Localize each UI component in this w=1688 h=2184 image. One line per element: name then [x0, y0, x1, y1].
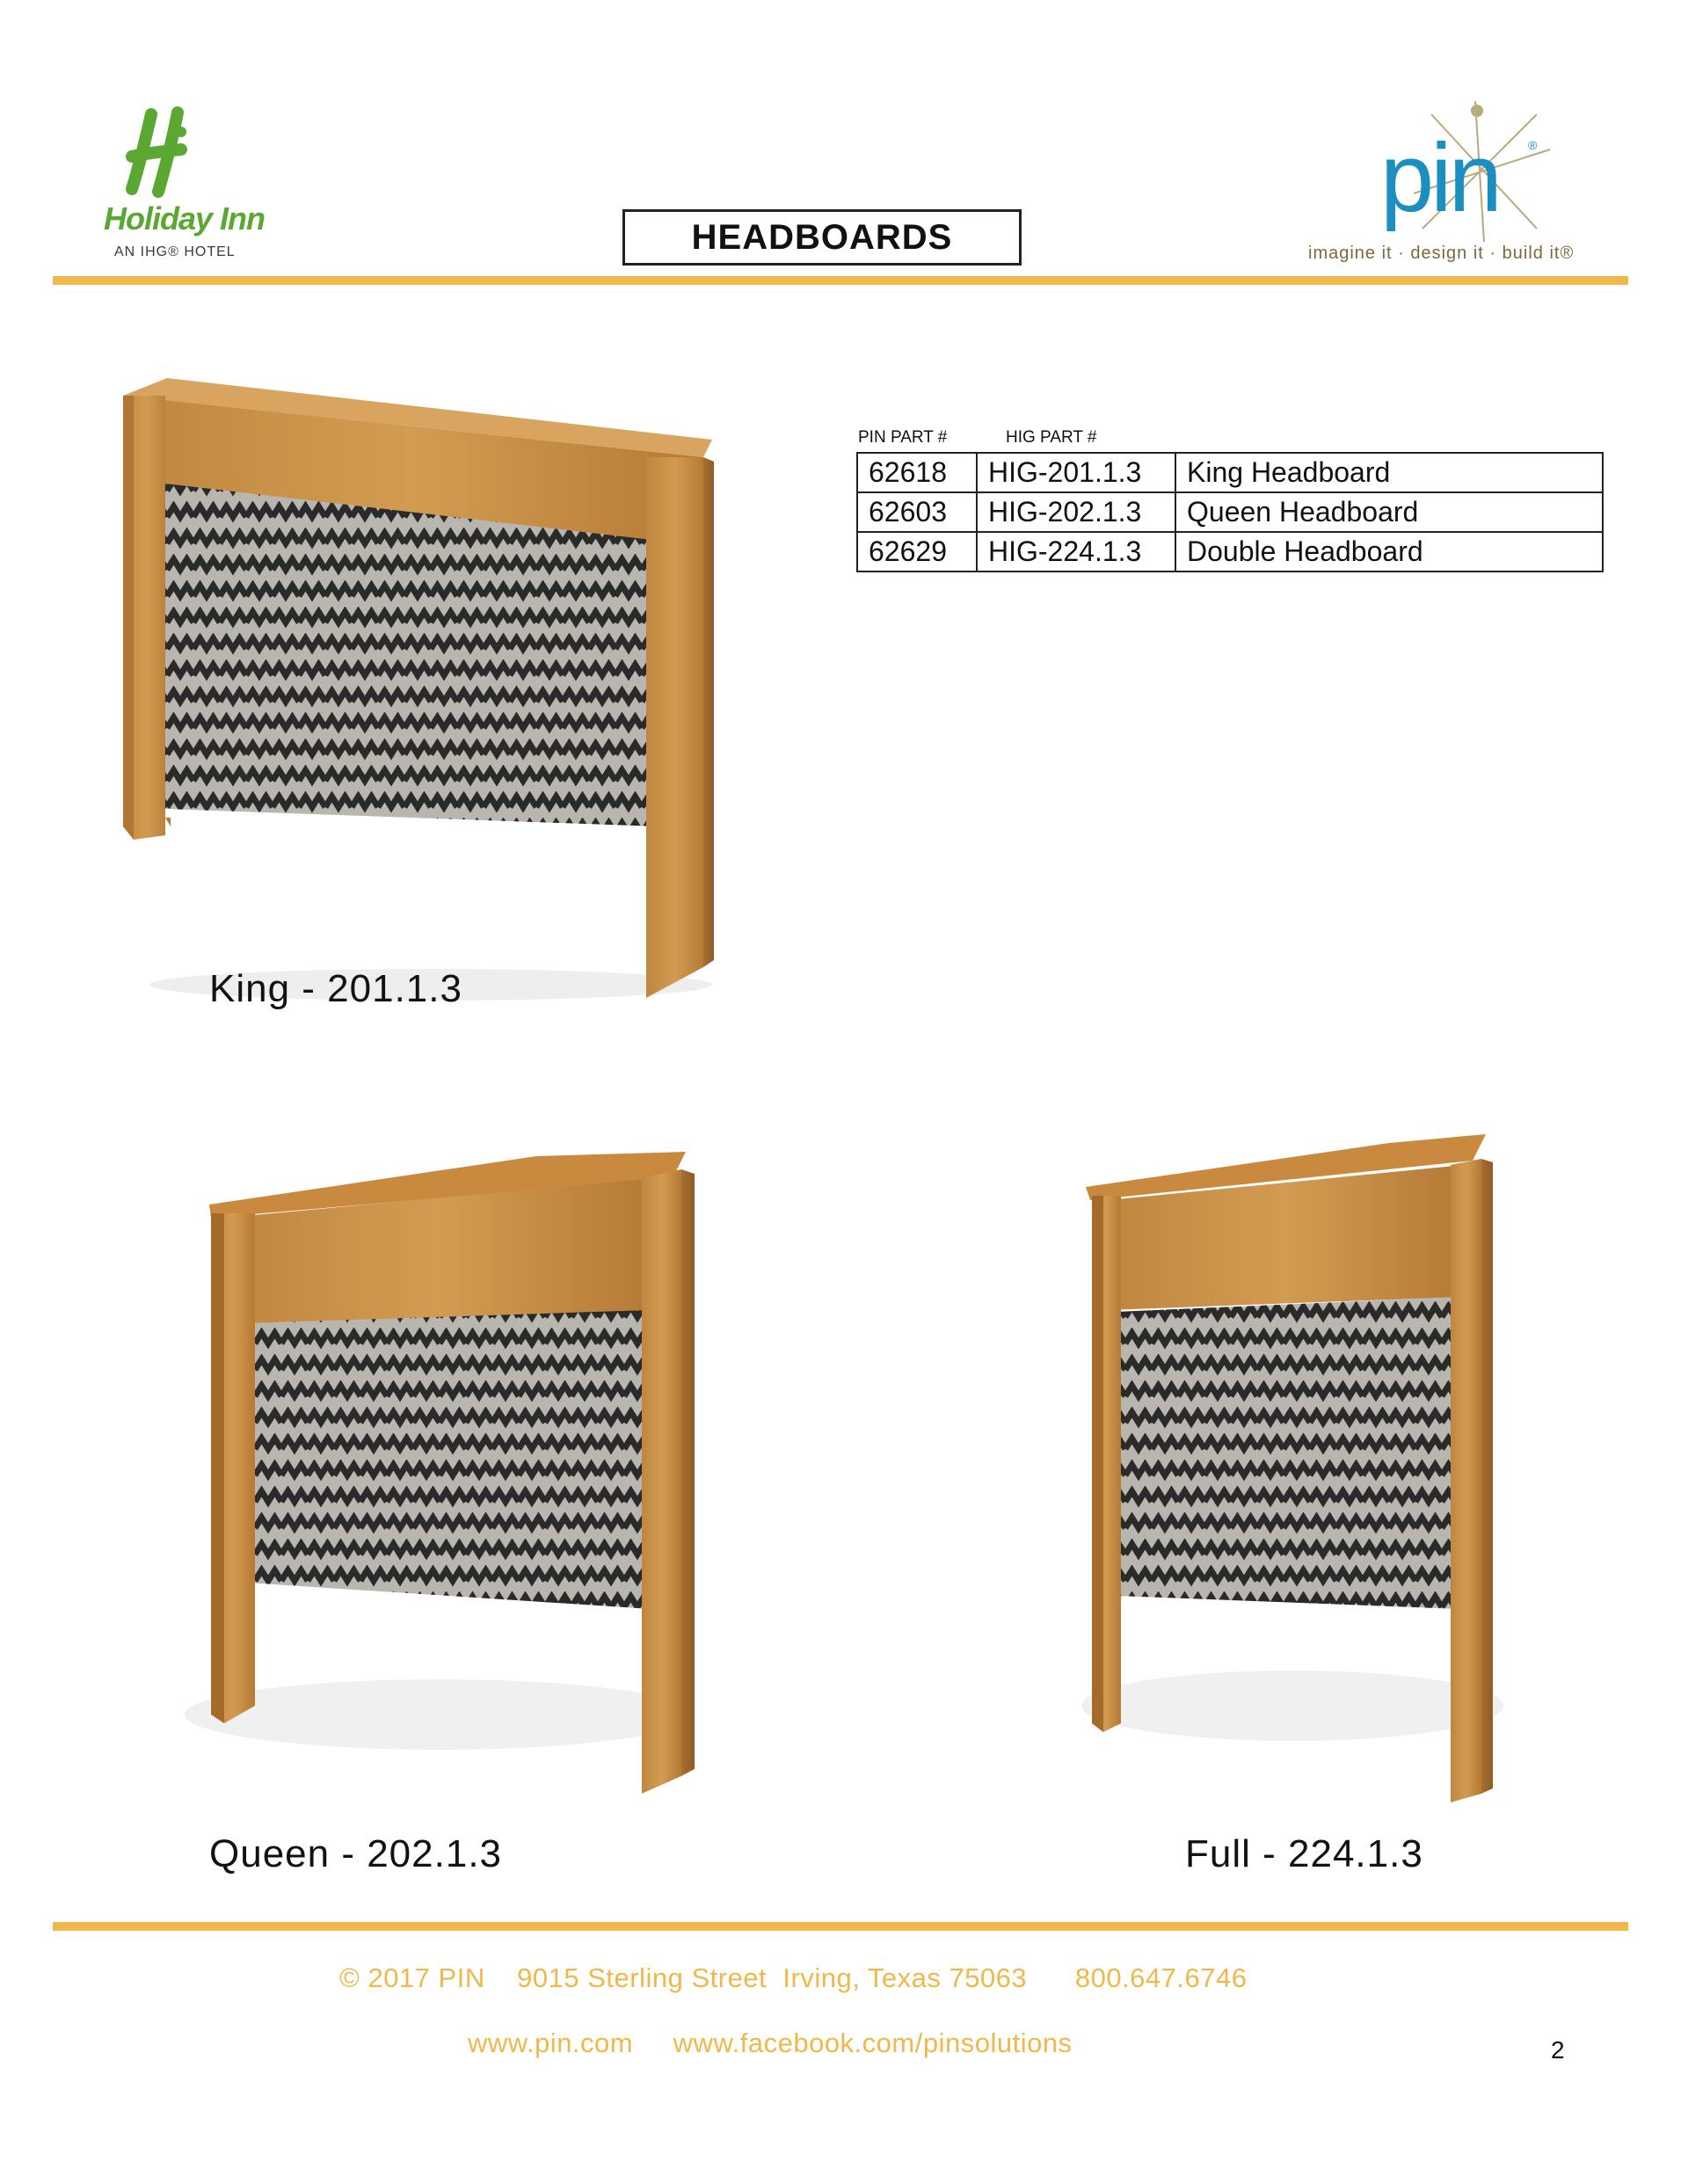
footer-address: © 2017 PIN 9015 Sterling Street Irving, Texas 75063 800.647.6746: [339, 1962, 1248, 1993]
page-number: 2: [1551, 2036, 1565, 2064]
holiday-inn-brand: Holiday Inn: [104, 200, 266, 237]
pin-part-header: PIN PART #: [858, 428, 948, 447]
description-cell: King Headboard: [1175, 453, 1603, 492]
king-caption: King - 201.1.3: [209, 967, 462, 1010]
full-caption: Full - 224.1.3: [1185, 1832, 1423, 1875]
hig-part-header: HIG PART #: [1006, 428, 1097, 447]
header-rule: [53, 276, 1628, 285]
table-row: [857, 532, 1603, 571]
holiday-inn-logo: [97, 106, 299, 264]
table-row: [857, 492, 1603, 532]
svg-text:pin: pin: [1380, 124, 1499, 232]
holiday-inn-subtitle: AN IHG® HOTEL: [114, 244, 236, 259]
parts-table: [856, 452, 1604, 572]
description-cell: Double Headboard: [1175, 532, 1603, 571]
pin-part-cell: 62618: [857, 453, 977, 492]
page-title: HEADBOARDS: [622, 209, 1022, 266]
king-headboard-image: [114, 369, 721, 1011]
footer-rule: [53, 1922, 1628, 1931]
table-row: [857, 453, 1603, 492]
pin-part-cell: 62629: [857, 532, 977, 571]
hig-part-cell: HIG-202.1.3: [977, 492, 1175, 532]
svg-text:®: ®: [1528, 138, 1538, 152]
hig-part-cell: HIG-201.1.3: [977, 453, 1175, 492]
hig-part-cell: HIG-224.1.3: [977, 532, 1175, 571]
pin-tagline: imagine it · design it · build it®: [1308, 244, 1575, 263]
full-headboard-image: [1073, 1117, 1512, 1820]
queen-caption: Queen - 202.1.3: [209, 1832, 503, 1875]
description-cell: Queen Headboard: [1175, 492, 1603, 532]
pin-logo: [1361, 97, 1554, 246]
footer-links[interactable]: www.pin.com www.facebook.com/pinsolutions: [468, 2027, 1073, 2058]
pin-part-cell: 62603: [857, 492, 977, 532]
queen-headboard-image: [176, 1143, 721, 1811]
